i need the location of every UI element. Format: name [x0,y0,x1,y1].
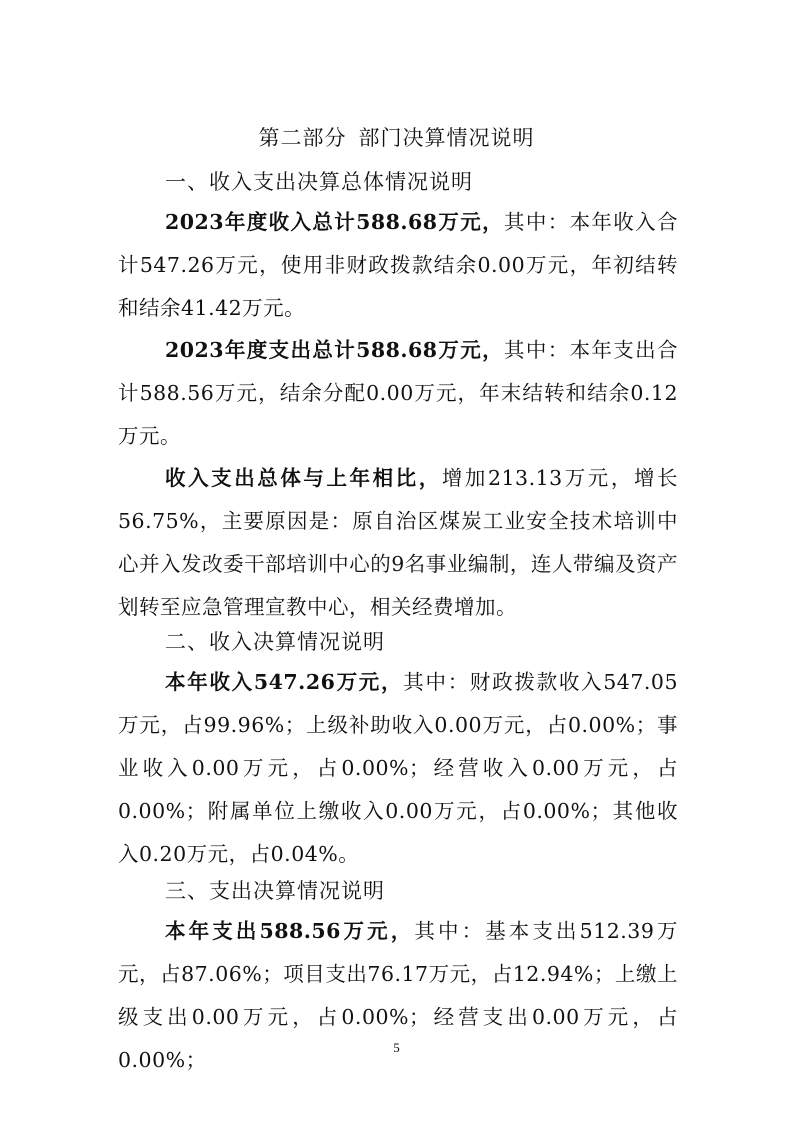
paragraph-body: 其中：本年支出合计588.56万元，结余分配0.00万元，年末结转和结余0.12万元。 [118,338,679,448]
paragraph-lead: 本年支出588.56万元， [165,919,415,943]
paragraph-body: 其中：本年收入合计547.26万元，使用非财政拨款结余0.00万元，年初结转和结余41.42万元。 [118,210,679,320]
section-heading-3: 三、支出决算情况说明 [165,879,385,903]
paragraph-income-detail [118,661,678,876]
paragraph-lead: 2023年度收入总计588.68万元， [165,210,504,234]
paragraph-expense-total [118,329,678,458]
title-name: 部门决算情况说明 [358,126,535,150]
paragraph-body: 其中：财政拨款收入547.05万元，占99.96%；上级补助收入0.00万元，占0.00%；事业收入0.00万元，占0.00%；经营收入0.00万元，占0.00%；附属单位上缴收入0.00万元，占0.00%；其他收入0.20万元，占0.04%。 [118,670,678,866]
page-title [0,122,793,152]
paragraph-body: 增加213.13万元，增长56.75%，主要原因是：原自治区煤炭工业安全技术培训中心并入发改委干部培训中心的9名事业编制，连人带编及资产划转至应急管理宣教中心，相关经费增加。 [118,466,679,619]
page-number: 5 [393,1040,400,1055]
section-heading-2: 二、收入决算情况说明 [165,630,385,654]
paragraph-body: 其中：基本支出512.39万元，占87.06%；项目支出76.17万元，占12.94%；上缴上级支出0.00万元，占0.00%；经营支出0.00万元，占0.00%； [118,919,678,1072]
paragraph-lead: 2023年度支出总计588.68万元， [165,338,504,362]
paragraph-lead: 本年收入547.26万元， [165,670,404,694]
paragraph-income-total [118,201,678,330]
title-part: 第二部分 [258,126,347,150]
paragraph-lead: 收入支出总体与上年相比， [165,466,442,490]
paragraph-expense-detail [118,910,678,1082]
section-heading-1: 一、收入支出决算总体情况说明 [165,170,473,194]
paragraph-year-comparison [118,457,678,629]
